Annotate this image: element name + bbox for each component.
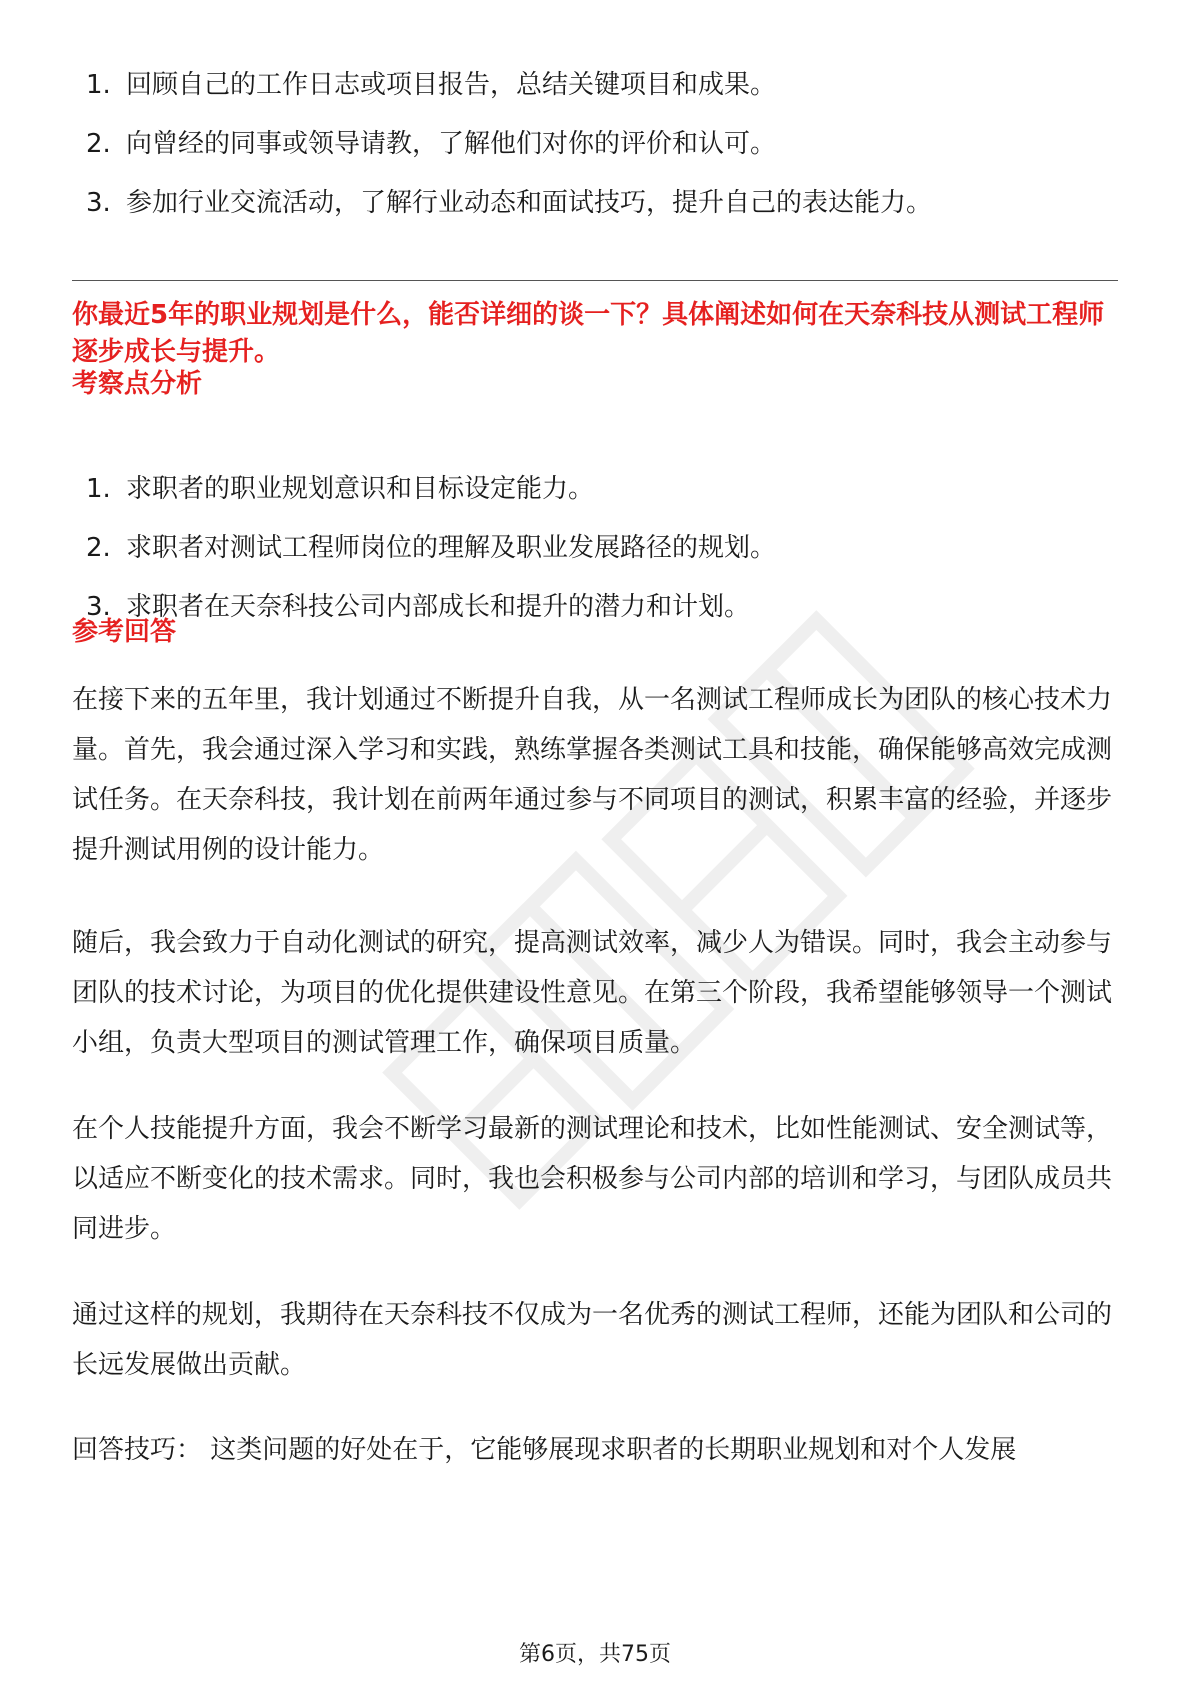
question-heading: 你最近5年的职业规划是什么，能否详细的谈一下？具体阐述如何在天奈科技从测试工程师逐步成长与提升。 <box>72 300 1105 367</box>
answer-paragraph: 通过这样的规划，我期待在天奈科技不仅成为一名优秀的测试工程师，还能为团队和公司的长远发展做出贡献。 <box>72 1300 1113 1380</box>
answer-tip: 回答技巧： 这类问题的好处在于，它能够展现求职者的长期职业规划和对个人发展 <box>72 1435 1017 1465</box>
document-page <box>72 0 1118 1684</box>
section-divider <box>72 280 1118 281</box>
list-item: 2. 求职者对测试工程师岗位的理解及职业发展路径的规划。 <box>86 533 777 563</box>
answer-paragraph: 随后，我会致力于自动化测试的研究，提高测试效率，减少人为错误。同时，我会主动参与团队的技术讨论，为项目的优化提供建设性意见。在第三个阶段，我希望能够领导一个测试小组，负责大型项目的测试管理工作，确保项目质量。 <box>72 928 1113 1058</box>
answer-paragraph: 在个人技能提升方面，我会不断学习最新的测试理论和技术，比如性能测试、安全测试等，以适应不断变化的技术需求。同时，我也会积极参与公司内部的培训和学习，与团队成员共同进步。 <box>72 1114 1113 1244</box>
list-item: 3. 参加行业交流活动，了解行业动态和面试技巧，提升自己的表达能力。 <box>86 188 933 218</box>
page-number: 第6页，共75页 <box>519 1642 671 1667</box>
answer-paragraph: 在接下来的五年里，我计划通过不断提升自我，从一名测试工程师成长为团队的核心技术力量。首先，我会通过深入学习和实践，熟练掌握各类测试工具和技能，确保能够高效完成测试任务。在天奈科技，我计划在前两年通过参与不同项目的测试，积累丰富的经验，并逐步提升测试用例的设计能力。 <box>72 685 1113 865</box>
analysis-heading: 考察点分析 <box>72 369 203 399</box>
list-item: 2. 向曾经的同事或领导请教，了解他们对你的评价和认可。 <box>86 129 777 159</box>
list-item: 3. 求职者在天奈科技公司内部成长和提升的潜力和计划。 <box>86 592 751 622</box>
top-list <box>72 67 1118 244</box>
list-item: 1. 回顾自己的工作日志或项目报告，总结关键项目和成果。 <box>86 70 777 100</box>
answer-heading: 参考回答 <box>72 617 177 647</box>
list-item: 1. 求职者的职业规划意识和目标设定能力。 <box>86 474 595 504</box>
analysis-list <box>72 471 1118 648</box>
